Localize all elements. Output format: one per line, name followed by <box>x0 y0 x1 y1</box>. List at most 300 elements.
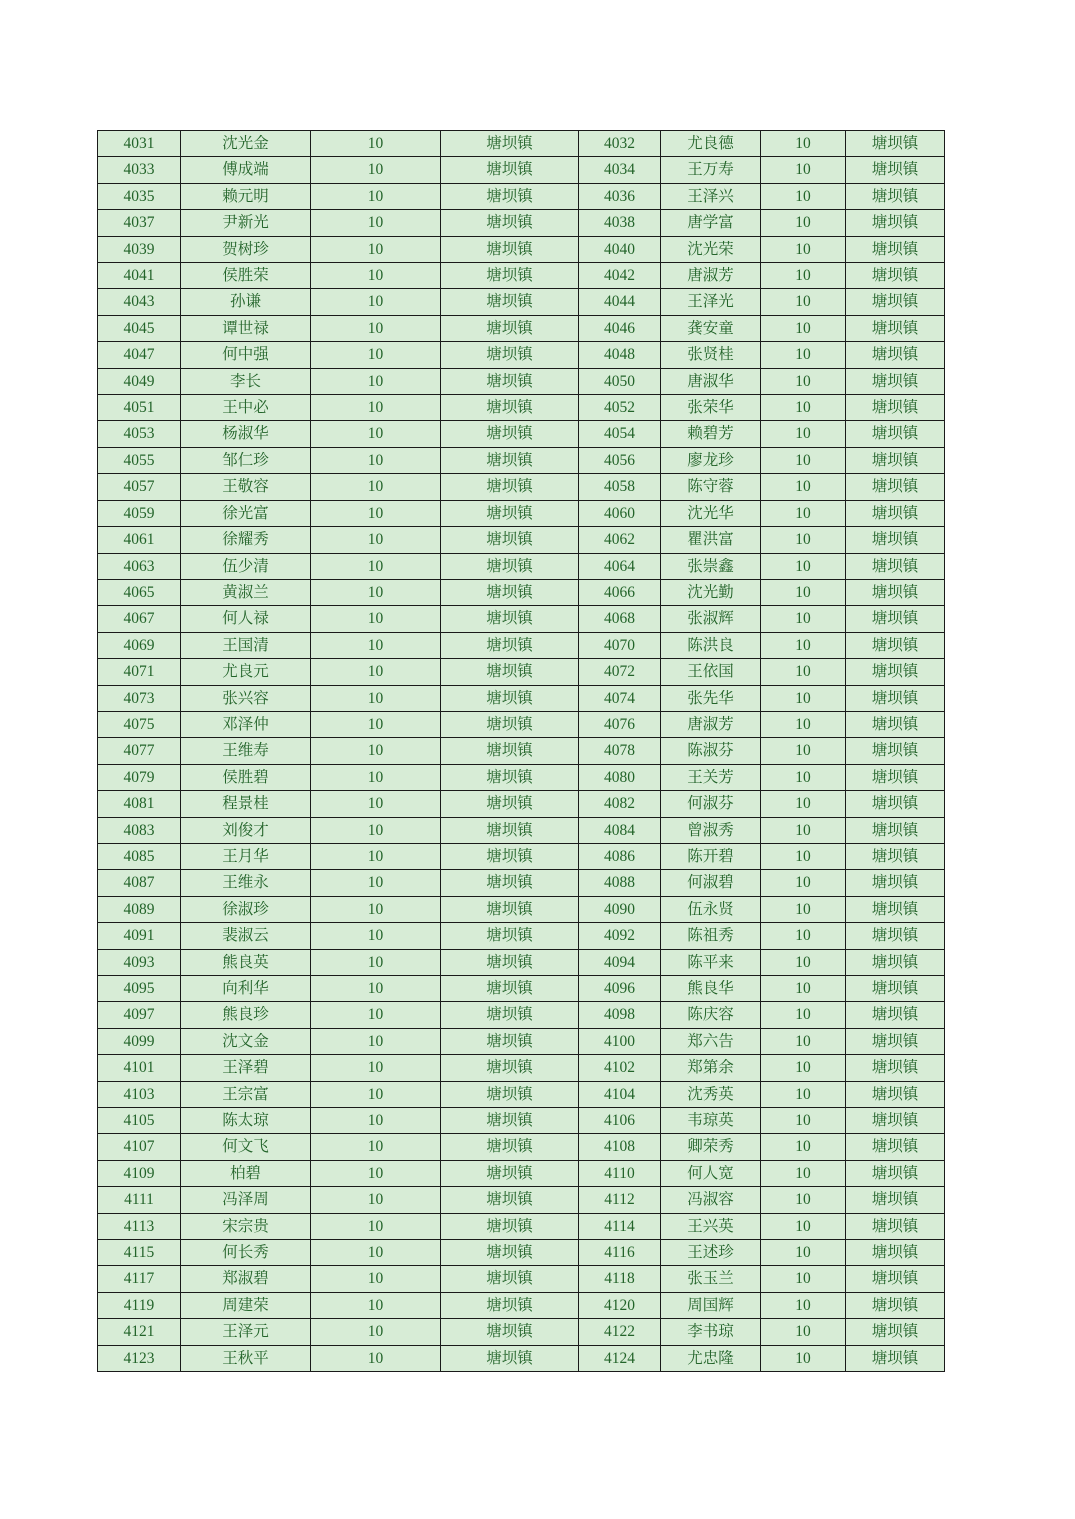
table-row <box>98 395 945 421</box>
name-cell-right: 廖龙珍 <box>661 447 761 473</box>
name-cell-right: 张玉兰 <box>661 1266 761 1292</box>
name-cell-left: 熊良英 <box>181 949 311 975</box>
id-cell-left: 4119 <box>98 1292 181 1318</box>
score-cell-right: 10 <box>761 923 846 949</box>
table-row <box>98 896 945 922</box>
town-cell-right: 塘坝镇 <box>846 659 945 685</box>
id-cell-right: 4048 <box>579 342 661 368</box>
id-cell-right: 4074 <box>579 685 661 711</box>
town-cell-left: 塘坝镇 <box>441 1160 579 1186</box>
name-cell-right: 陈淑芬 <box>661 738 761 764</box>
score-cell-left: 10 <box>311 342 441 368</box>
id-cell-left: 4049 <box>98 368 181 394</box>
id-cell-right: 4040 <box>579 236 661 262</box>
score-cell-right: 10 <box>761 1055 846 1081</box>
id-cell-left: 4031 <box>98 131 181 157</box>
name-cell-left: 张兴容 <box>181 685 311 711</box>
town-cell-left: 塘坝镇 <box>441 527 579 553</box>
table-row <box>98 368 945 394</box>
id-cell-left: 4077 <box>98 738 181 764</box>
score-cell-left: 10 <box>311 764 441 790</box>
name-cell-right: 沈光华 <box>661 500 761 526</box>
table-row <box>98 131 945 157</box>
table-row <box>98 579 945 605</box>
id-cell-left: 4103 <box>98 1081 181 1107</box>
name-cell-left: 刘俊才 <box>181 817 311 843</box>
id-cell-left: 4081 <box>98 791 181 817</box>
name-cell-right: 熊良华 <box>661 976 761 1002</box>
score-cell-left: 10 <box>311 527 441 553</box>
name-cell-right: 龚安童 <box>661 315 761 341</box>
score-cell-left: 10 <box>311 1134 441 1160</box>
town-cell-left: 塘坝镇 <box>441 632 579 658</box>
name-cell-left: 王国清 <box>181 632 311 658</box>
score-cell-right: 10 <box>761 527 846 553</box>
id-cell-left: 4115 <box>98 1240 181 1266</box>
name-cell-right: 赖碧芳 <box>661 421 761 447</box>
score-cell-right: 10 <box>761 500 846 526</box>
id-cell-right: 4112 <box>579 1187 661 1213</box>
name-cell-right: 周国辉 <box>661 1292 761 1318</box>
score-cell-left: 10 <box>311 870 441 896</box>
score-cell-right: 10 <box>761 1002 846 1028</box>
score-cell-right: 10 <box>761 1240 846 1266</box>
score-cell-right: 10 <box>761 210 846 236</box>
table-row <box>98 659 945 685</box>
id-cell-right: 4124 <box>579 1345 661 1371</box>
score-cell-left: 10 <box>311 395 441 421</box>
name-cell-right: 韦琼英 <box>661 1108 761 1134</box>
town-cell-left: 塘坝镇 <box>441 685 579 711</box>
table-row <box>98 1345 945 1371</box>
town-cell-right: 塘坝镇 <box>846 1108 945 1134</box>
score-cell-left: 10 <box>311 1081 441 1107</box>
name-cell-left: 王秋平 <box>181 1345 311 1371</box>
score-cell-left: 10 <box>311 1187 441 1213</box>
id-cell-left: 4121 <box>98 1319 181 1345</box>
score-cell-left: 10 <box>311 949 441 975</box>
id-cell-right: 4070 <box>579 632 661 658</box>
town-cell-left: 塘坝镇 <box>441 606 579 632</box>
id-cell-right: 4122 <box>579 1319 661 1345</box>
score-cell-right: 10 <box>761 1134 846 1160</box>
id-cell-right: 4092 <box>579 923 661 949</box>
id-cell-right: 4044 <box>579 289 661 315</box>
town-cell-left: 塘坝镇 <box>441 315 579 341</box>
score-cell-left: 10 <box>311 1345 441 1371</box>
table-row <box>98 183 945 209</box>
score-cell-right: 10 <box>761 843 846 869</box>
name-cell-left: 徐淑珍 <box>181 896 311 922</box>
name-cell-right: 郑六告 <box>661 1028 761 1054</box>
roster-table <box>97 130 945 1372</box>
id-cell-left: 4063 <box>98 553 181 579</box>
id-cell-left: 4089 <box>98 896 181 922</box>
town-cell-right: 塘坝镇 <box>846 976 945 1002</box>
id-cell-left: 4123 <box>98 1345 181 1371</box>
table-row <box>98 421 945 447</box>
town-cell-right: 塘坝镇 <box>846 1345 945 1371</box>
roster-table-body <box>98 131 945 1372</box>
score-cell-left: 10 <box>311 500 441 526</box>
name-cell-right: 张贤桂 <box>661 342 761 368</box>
id-cell-right: 4100 <box>579 1028 661 1054</box>
id-cell-left: 4109 <box>98 1160 181 1186</box>
town-cell-right: 塘坝镇 <box>846 1055 945 1081</box>
score-cell-right: 10 <box>761 579 846 605</box>
id-cell-left: 4035 <box>98 183 181 209</box>
id-cell-right: 4058 <box>579 474 661 500</box>
town-cell-right: 塘坝镇 <box>846 896 945 922</box>
name-cell-right: 陈守蓉 <box>661 474 761 500</box>
score-cell-left: 10 <box>311 711 441 737</box>
town-cell-left: 塘坝镇 <box>441 500 579 526</box>
table-row <box>98 157 945 183</box>
name-cell-left: 沈光金 <box>181 131 311 157</box>
name-cell-right: 张崇鑫 <box>661 553 761 579</box>
name-cell-left: 熊良珍 <box>181 1002 311 1028</box>
town-cell-right: 塘坝镇 <box>846 527 945 553</box>
table-row <box>98 606 945 632</box>
table-row <box>98 1134 945 1160</box>
id-cell-left: 4065 <box>98 579 181 605</box>
name-cell-right: 王述珍 <box>661 1240 761 1266</box>
town-cell-left: 塘坝镇 <box>441 764 579 790</box>
id-cell-left: 4111 <box>98 1187 181 1213</box>
town-cell-left: 塘坝镇 <box>441 421 579 447</box>
id-cell-left: 4079 <box>98 764 181 790</box>
town-cell-right: 塘坝镇 <box>846 183 945 209</box>
table-row <box>98 527 945 553</box>
table-row <box>98 210 945 236</box>
id-cell-right: 4034 <box>579 157 661 183</box>
id-cell-right: 4042 <box>579 263 661 289</box>
score-cell-right: 10 <box>761 1108 846 1134</box>
table-row <box>98 923 945 949</box>
id-cell-left: 4033 <box>98 157 181 183</box>
id-cell-left: 4085 <box>98 843 181 869</box>
score-cell-left: 10 <box>311 659 441 685</box>
score-cell-left: 10 <box>311 210 441 236</box>
name-cell-right: 唐学富 <box>661 210 761 236</box>
score-cell-right: 10 <box>761 632 846 658</box>
score-cell-right: 10 <box>761 157 846 183</box>
name-cell-left: 何人禄 <box>181 606 311 632</box>
table-row <box>98 1055 945 1081</box>
score-cell-right: 10 <box>761 447 846 473</box>
name-cell-left: 孙谦 <box>181 289 311 315</box>
town-cell-left: 塘坝镇 <box>441 131 579 157</box>
town-cell-right: 塘坝镇 <box>846 210 945 236</box>
id-cell-left: 4047 <box>98 342 181 368</box>
table-row <box>98 1319 945 1345</box>
name-cell-left: 李长 <box>181 368 311 394</box>
score-cell-left: 10 <box>311 579 441 605</box>
name-cell-right: 王关芳 <box>661 764 761 790</box>
id-cell-left: 4117 <box>98 1266 181 1292</box>
name-cell-right: 王泽光 <box>661 289 761 315</box>
table-row <box>98 1081 945 1107</box>
score-cell-right: 10 <box>761 870 846 896</box>
score-cell-right: 10 <box>761 474 846 500</box>
score-cell-right: 10 <box>761 1319 846 1345</box>
score-cell-left: 10 <box>311 131 441 157</box>
town-cell-left: 塘坝镇 <box>441 157 579 183</box>
id-cell-left: 4067 <box>98 606 181 632</box>
score-cell-left: 10 <box>311 1292 441 1318</box>
table-row <box>98 315 945 341</box>
town-cell-right: 塘坝镇 <box>846 1319 945 1345</box>
score-cell-left: 10 <box>311 896 441 922</box>
id-cell-left: 4059 <box>98 500 181 526</box>
town-cell-left: 塘坝镇 <box>441 395 579 421</box>
id-cell-left: 4075 <box>98 711 181 737</box>
table-row <box>98 500 945 526</box>
town-cell-left: 塘坝镇 <box>441 1292 579 1318</box>
score-cell-left: 10 <box>311 289 441 315</box>
table-row <box>98 1240 945 1266</box>
table-row <box>98 1002 945 1028</box>
id-cell-right: 4060 <box>579 500 661 526</box>
score-cell-left: 10 <box>311 263 441 289</box>
table-row <box>98 289 945 315</box>
town-cell-left: 塘坝镇 <box>441 263 579 289</box>
table-row <box>98 474 945 500</box>
score-cell-left: 10 <box>311 1240 441 1266</box>
score-cell-right: 10 <box>761 1213 846 1239</box>
town-cell-right: 塘坝镇 <box>846 1028 945 1054</box>
name-cell-left: 王中必 <box>181 395 311 421</box>
town-cell-left: 塘坝镇 <box>441 1319 579 1345</box>
town-cell-right: 塘坝镇 <box>846 289 945 315</box>
town-cell-right: 塘坝镇 <box>846 1266 945 1292</box>
town-cell-right: 塘坝镇 <box>846 632 945 658</box>
town-cell-left: 塘坝镇 <box>441 289 579 315</box>
town-cell-right: 塘坝镇 <box>846 315 945 341</box>
score-cell-left: 10 <box>311 447 441 473</box>
id-cell-left: 4053 <box>98 421 181 447</box>
score-cell-right: 10 <box>761 659 846 685</box>
id-cell-left: 4095 <box>98 976 181 1002</box>
town-cell-left: 塘坝镇 <box>441 342 579 368</box>
name-cell-right: 王泽兴 <box>661 183 761 209</box>
town-cell-left: 塘坝镇 <box>441 817 579 843</box>
score-cell-right: 10 <box>761 289 846 315</box>
town-cell-left: 塘坝镇 <box>441 896 579 922</box>
name-cell-left: 王泽元 <box>181 1319 311 1345</box>
town-cell-left: 塘坝镇 <box>441 447 579 473</box>
name-cell-right: 伍永贤 <box>661 896 761 922</box>
town-cell-left: 塘坝镇 <box>441 236 579 262</box>
name-cell-right: 沈秀英 <box>661 1081 761 1107</box>
table-row <box>98 1028 945 1054</box>
name-cell-right: 何淑芬 <box>661 791 761 817</box>
score-cell-left: 10 <box>311 1028 441 1054</box>
name-cell-left: 冯泽周 <box>181 1187 311 1213</box>
name-cell-right: 沈光荣 <box>661 236 761 262</box>
id-cell-right: 4068 <box>579 606 661 632</box>
score-cell-left: 10 <box>311 368 441 394</box>
name-cell-left: 邓泽仲 <box>181 711 311 737</box>
name-cell-right: 陈祖秀 <box>661 923 761 949</box>
town-cell-left: 塘坝镇 <box>441 1028 579 1054</box>
table-row <box>98 843 945 869</box>
id-cell-right: 4102 <box>579 1055 661 1081</box>
town-cell-right: 塘坝镇 <box>846 579 945 605</box>
name-cell-left: 王维寿 <box>181 738 311 764</box>
name-cell-right: 瞿洪富 <box>661 527 761 553</box>
town-cell-right: 塘坝镇 <box>846 1134 945 1160</box>
name-cell-left: 赖元明 <box>181 183 311 209</box>
town-cell-right: 塘坝镇 <box>846 236 945 262</box>
id-cell-left: 4037 <box>98 210 181 236</box>
name-cell-right: 李书琼 <box>661 1319 761 1345</box>
town-cell-left: 塘坝镇 <box>441 1187 579 1213</box>
id-cell-right: 4088 <box>579 870 661 896</box>
town-cell-right: 塘坝镇 <box>846 500 945 526</box>
id-cell-right: 4038 <box>579 210 661 236</box>
id-cell-right: 4086 <box>579 843 661 869</box>
name-cell-left: 贺树珍 <box>181 236 311 262</box>
table-row <box>98 263 945 289</box>
town-cell-right: 塘坝镇 <box>846 157 945 183</box>
town-cell-left: 塘坝镇 <box>441 976 579 1002</box>
score-cell-left: 10 <box>311 1108 441 1134</box>
town-cell-right: 塘坝镇 <box>846 1081 945 1107</box>
name-cell-right: 卿荣秀 <box>661 1134 761 1160</box>
name-cell-left: 柏碧 <box>181 1160 311 1186</box>
id-cell-right: 4114 <box>579 1213 661 1239</box>
town-cell-left: 塘坝镇 <box>441 579 579 605</box>
name-cell-right: 郑第余 <box>661 1055 761 1081</box>
id-cell-right: 4096 <box>579 976 661 1002</box>
name-cell-left: 黄淑兰 <box>181 579 311 605</box>
town-cell-right: 塘坝镇 <box>846 817 945 843</box>
name-cell-left: 邹仁珍 <box>181 447 311 473</box>
score-cell-right: 10 <box>761 1028 846 1054</box>
name-cell-right: 陈平来 <box>661 949 761 975</box>
id-cell-right: 4056 <box>579 447 661 473</box>
score-cell-right: 10 <box>761 1187 846 1213</box>
id-cell-right: 4080 <box>579 764 661 790</box>
score-cell-left: 10 <box>311 685 441 711</box>
town-cell-right: 塘坝镇 <box>846 685 945 711</box>
score-cell-right: 10 <box>761 236 846 262</box>
score-cell-right: 10 <box>761 791 846 817</box>
town-cell-left: 塘坝镇 <box>441 1266 579 1292</box>
id-cell-right: 4062 <box>579 527 661 553</box>
score-cell-right: 10 <box>761 263 846 289</box>
town-cell-right: 塘坝镇 <box>846 447 945 473</box>
name-cell-left: 郑淑碧 <box>181 1266 311 1292</box>
score-cell-left: 10 <box>311 553 441 579</box>
id-cell-right: 4110 <box>579 1160 661 1186</box>
id-cell-left: 4051 <box>98 395 181 421</box>
name-cell-right: 冯淑容 <box>661 1187 761 1213</box>
town-cell-right: 塘坝镇 <box>846 1187 945 1213</box>
town-cell-right: 塘坝镇 <box>846 553 945 579</box>
score-cell-left: 10 <box>311 474 441 500</box>
id-cell-left: 4061 <box>98 527 181 553</box>
town-cell-right: 塘坝镇 <box>846 474 945 500</box>
name-cell-right: 唐淑华 <box>661 368 761 394</box>
town-cell-left: 塘坝镇 <box>441 183 579 209</box>
town-cell-right: 塘坝镇 <box>846 606 945 632</box>
score-cell-left: 10 <box>311 923 441 949</box>
table-row <box>98 976 945 1002</box>
id-cell-right: 4108 <box>579 1134 661 1160</box>
town-cell-left: 塘坝镇 <box>441 843 579 869</box>
id-cell-right: 4076 <box>579 711 661 737</box>
name-cell-right: 张荣华 <box>661 395 761 421</box>
town-cell-left: 塘坝镇 <box>441 210 579 236</box>
name-cell-right: 陈洪良 <box>661 632 761 658</box>
score-cell-right: 10 <box>761 183 846 209</box>
town-cell-right: 塘坝镇 <box>846 131 945 157</box>
table-row <box>98 1266 945 1292</box>
id-cell-left: 4099 <box>98 1028 181 1054</box>
town-cell-right: 塘坝镇 <box>846 764 945 790</box>
town-cell-right: 塘坝镇 <box>846 791 945 817</box>
town-cell-right: 塘坝镇 <box>846 1292 945 1318</box>
name-cell-right: 何淑碧 <box>661 870 761 896</box>
id-cell-left: 4039 <box>98 236 181 262</box>
name-cell-right: 陈开碧 <box>661 843 761 869</box>
id-cell-left: 4043 <box>98 289 181 315</box>
id-cell-left: 4055 <box>98 447 181 473</box>
town-cell-left: 塘坝镇 <box>441 791 579 817</box>
name-cell-left: 何长秀 <box>181 1240 311 1266</box>
town-cell-right: 塘坝镇 <box>846 263 945 289</box>
name-cell-right: 陈庆容 <box>661 1002 761 1028</box>
roster-table-container <box>97 130 945 1372</box>
table-row <box>98 711 945 737</box>
id-cell-right: 4098 <box>579 1002 661 1028</box>
town-cell-left: 塘坝镇 <box>441 923 579 949</box>
score-cell-right: 10 <box>761 896 846 922</box>
name-cell-right: 何人宽 <box>661 1160 761 1186</box>
id-cell-left: 4071 <box>98 659 181 685</box>
town-cell-left: 塘坝镇 <box>441 870 579 896</box>
table-row <box>98 1187 945 1213</box>
id-cell-right: 4066 <box>579 579 661 605</box>
score-cell-left: 10 <box>311 157 441 183</box>
score-cell-right: 10 <box>761 1081 846 1107</box>
name-cell-right: 王兴英 <box>661 1213 761 1239</box>
id-cell-right: 4120 <box>579 1292 661 1318</box>
score-cell-right: 10 <box>761 949 846 975</box>
town-cell-right: 塘坝镇 <box>846 738 945 764</box>
name-cell-left: 王宗富 <box>181 1081 311 1107</box>
town-cell-left: 塘坝镇 <box>441 1240 579 1266</box>
town-cell-left: 塘坝镇 <box>441 368 579 394</box>
id-cell-right: 4094 <box>579 949 661 975</box>
town-cell-right: 塘坝镇 <box>846 421 945 447</box>
name-cell-left: 何中强 <box>181 342 311 368</box>
town-cell-left: 塘坝镇 <box>441 711 579 737</box>
score-cell-left: 10 <box>311 1266 441 1292</box>
id-cell-right: 4054 <box>579 421 661 447</box>
id-cell-right: 4118 <box>579 1266 661 1292</box>
score-cell-right: 10 <box>761 1292 846 1318</box>
score-cell-left: 10 <box>311 817 441 843</box>
town-cell-left: 塘坝镇 <box>441 1055 579 1081</box>
town-cell-right: 塘坝镇 <box>846 1160 945 1186</box>
score-cell-left: 10 <box>311 1160 441 1186</box>
table-row <box>98 764 945 790</box>
score-cell-left: 10 <box>311 843 441 869</box>
id-cell-left: 4045 <box>98 315 181 341</box>
